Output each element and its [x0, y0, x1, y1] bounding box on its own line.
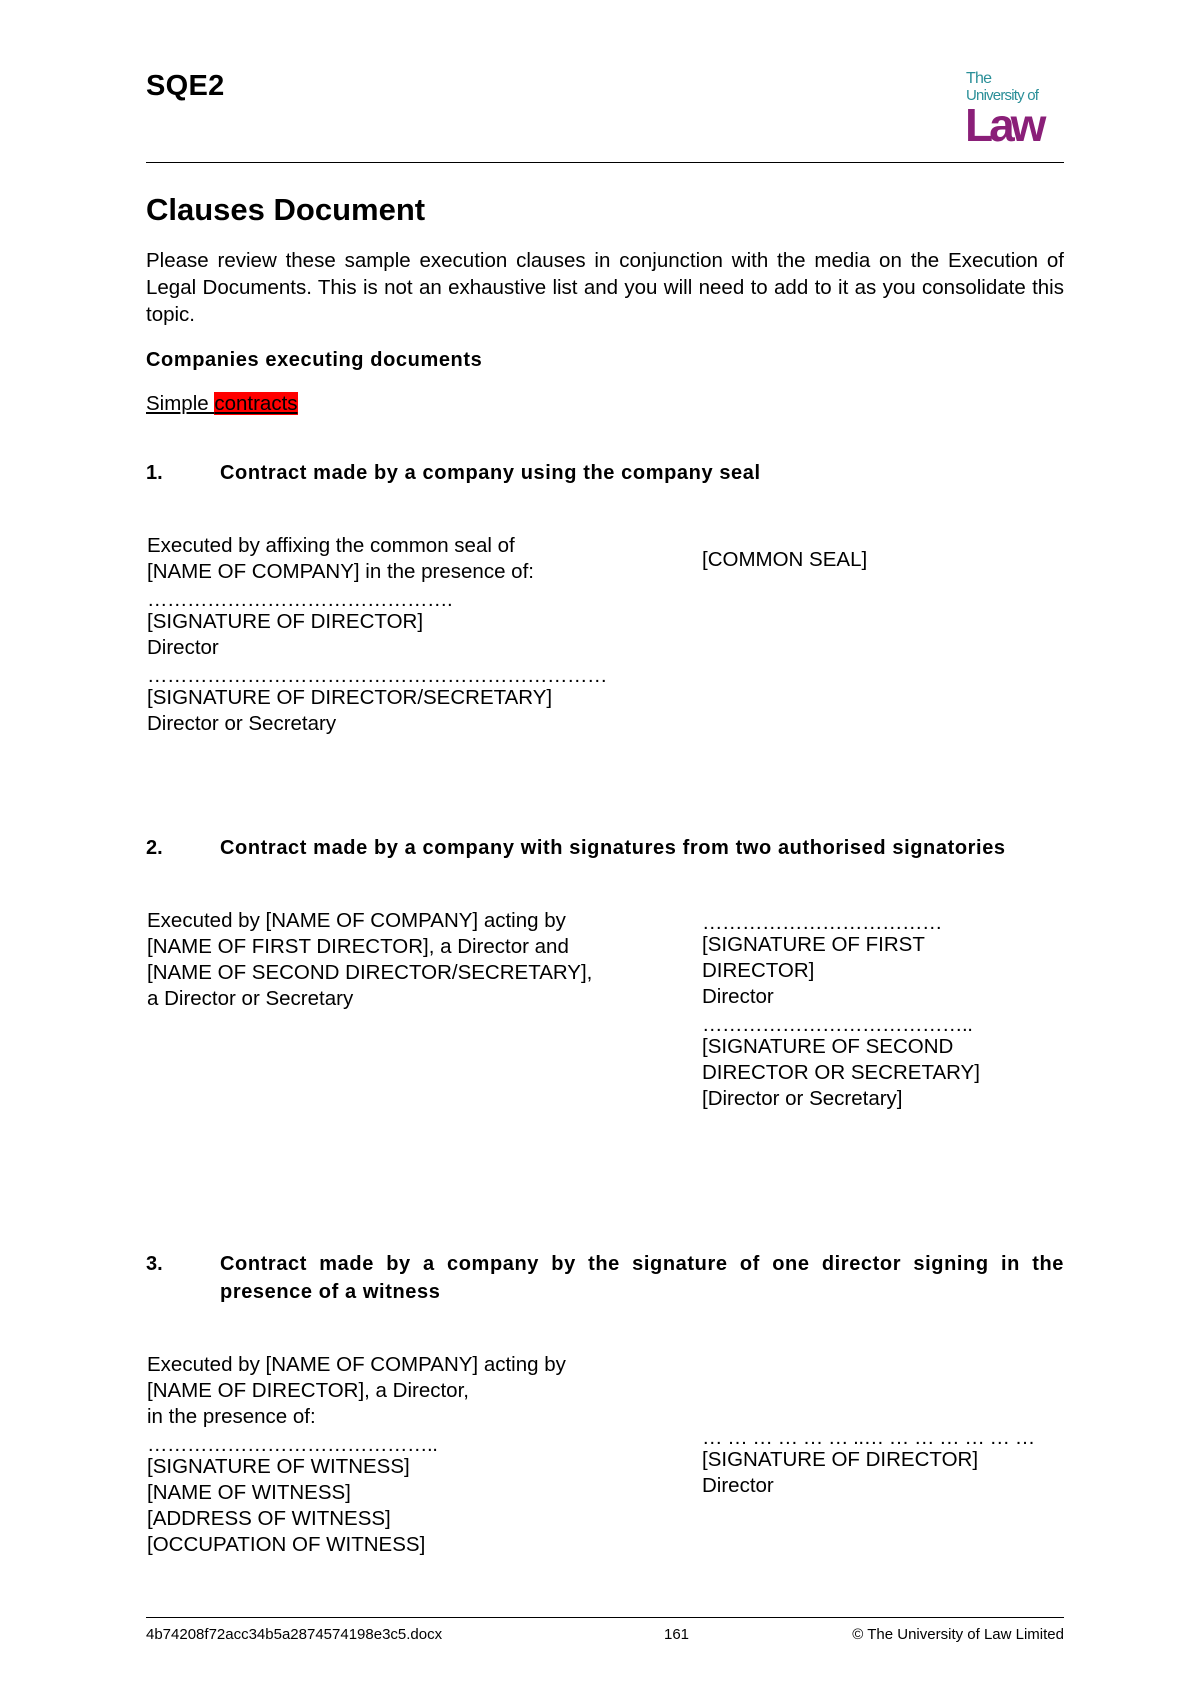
- clause-3-signature-director: [SIGNATURE OF DIRECTOR]: [702, 1448, 979, 1471]
- simple-prefix: Simple: [146, 392, 215, 415]
- logo-line-university: University of: [966, 87, 1039, 104]
- clause-1-right-block: [702, 547, 867, 573]
- signature-line: ……………………………………………………………: [147, 667, 607, 685]
- header-rule: [146, 162, 1064, 163]
- clause-1-heading: Contract made by a company using the company seal: [220, 462, 761, 484]
- simple-contracts-label: [146, 392, 298, 416]
- clause-3-role-director: Director: [702, 1474, 774, 1497]
- clause-2-number: 2.: [146, 837, 163, 859]
- clause-1-role-director: Director: [147, 636, 219, 659]
- clause-1-left-block: [147, 533, 607, 737]
- clause-3-witness-name: [NAME OF WITNESS]: [147, 1481, 351, 1504]
- signature-line: ………………………………: [702, 914, 942, 932]
- clause-2-left-block: [147, 908, 592, 1012]
- clause-2-signature-first-b: DIRECTOR]: [702, 959, 815, 982]
- clause-3-witness-signature: [SIGNATURE OF WITNESS]: [147, 1455, 410, 1478]
- logo-line-the: The: [966, 70, 992, 87]
- contracts-highlight: contracts: [214, 392, 298, 415]
- university-of-law-logo: [965, 70, 1064, 151]
- signature-line: ……………………………………..: [147, 1436, 438, 1454]
- clause-2-line-4: a Director or Secretary: [147, 987, 354, 1010]
- clause-2-role-second: [Director or Secretary]: [702, 1087, 903, 1110]
- clause-3-right-block: [702, 1429, 1035, 1499]
- clause-3-witness-address: [ADDRESS OF WITNESS]: [147, 1507, 391, 1530]
- clause-1-signature-director: [SIGNATURE OF DIRECTOR]: [147, 610, 424, 633]
- signature-line: … … … … … … ..… … … … … … …: [702, 1429, 1035, 1447]
- intro-paragraph: Please review these sample execution clauses in conjunction with the media on the Execution of Legal Documents. This is not an exhaustive list and you will need to add to it as you consolidate this topic.: [146, 249, 1064, 326]
- clause-1-line-2: [NAME OF COMPANY] in the presence of:: [147, 560, 534, 583]
- clause-2-line-2: [NAME OF FIRST DIRECTOR], a Director and: [147, 935, 569, 958]
- clause-2-signature-second-b: DIRECTOR OR SECRETARY]: [702, 1061, 980, 1084]
- footer-copyright: © The University of Law Limited: [852, 1626, 1064, 1643]
- clause-1-signature-secretary: [SIGNATURE OF DIRECTOR/SECRETARY]: [147, 686, 553, 709]
- clause-2-signature-first-a: [SIGNATURE OF FIRST: [702, 933, 925, 956]
- clause-3-line-2: [NAME OF DIRECTOR], a Director,: [147, 1379, 469, 1402]
- footer-page-number: 161: [664, 1626, 690, 1643]
- clause-3-left-block: [147, 1352, 566, 1558]
- clause-2-signature-second-a: [SIGNATURE OF SECOND: [702, 1035, 954, 1058]
- clause-3-heading: Contract made by a company by the signature of one director signing in the presence of a witness: [220, 1253, 1064, 1303]
- clause-1-number: 1.: [146, 462, 163, 484]
- clause-3-line-1: Executed by [NAME OF COMPANY] acting by: [147, 1353, 566, 1376]
- clause-3-witness-occupation: [OCCUPATION OF WITNESS]: [147, 1533, 426, 1556]
- section-subheading: Companies executing documents: [146, 349, 483, 371]
- clause-1-role-secretary: Director or Secretary: [147, 712, 337, 735]
- clause-2-line-3: [NAME OF SECOND DIRECTOR/SECRETARY],: [147, 961, 593, 984]
- logo-line-law: Law: [965, 99, 1043, 151]
- clause-2-right-block: [702, 914, 980, 1112]
- page-title: Clauses Document: [146, 192, 426, 227]
- clause-2-heading: Contract made by a company with signatures from two authorised signatories: [220, 837, 1006, 859]
- document-header-title: SQE2: [146, 70, 225, 102]
- clause-2-role-first: Director: [702, 985, 774, 1008]
- footer-rule: [146, 1617, 1064, 1618]
- signature-line: ……………………………………….: [147, 591, 453, 609]
- clause-3-number: 3.: [146, 1253, 163, 1275]
- clause-3-line-3: in the presence of:: [147, 1405, 316, 1428]
- clause-2-line-1: Executed by [NAME OF COMPANY] acting by: [147, 909, 566, 932]
- clause-1-line-1: Executed by affixing the common seal of: [147, 534, 515, 557]
- common-seal-label: [COMMON SEAL]: [702, 548, 868, 571]
- footer-filename: 4b74208f72acc34b5a2874574198e3c5.docx: [146, 1626, 443, 1643]
- signature-line: …………………………………..: [702, 1016, 973, 1034]
